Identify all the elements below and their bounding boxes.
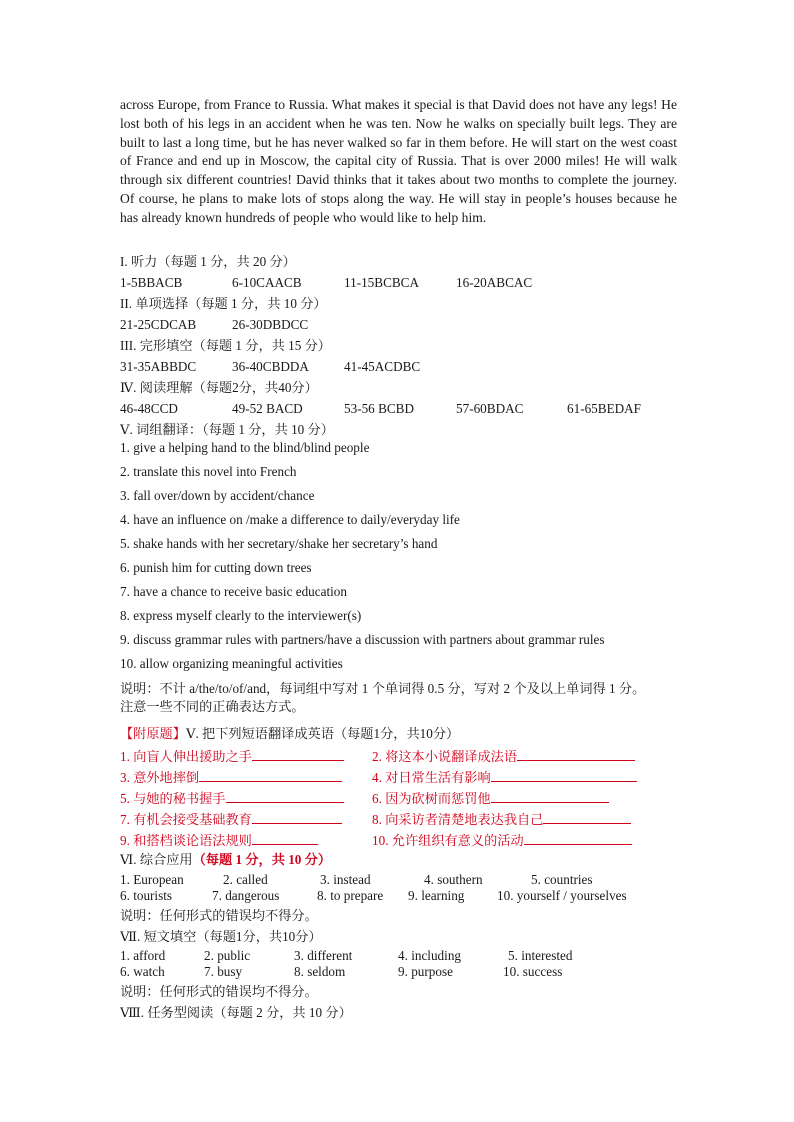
original-item: 10. 允许组织有意义的活动 bbox=[372, 832, 632, 849]
answer-group: 53-56 BCBD bbox=[344, 401, 414, 416]
answer-word: 6. tourists bbox=[120, 888, 173, 903]
original-tag: 【附原题】 bbox=[120, 726, 186, 741]
phrase-answer: 1. give a helping hand to the blind/blind people bbox=[120, 440, 370, 455]
answer-word: 1. afford bbox=[120, 948, 166, 963]
original-questions-heading bbox=[120, 726, 459, 742]
answer-group: 41-45ACDBC bbox=[344, 359, 421, 374]
section-3-heading: III. 完形填空（每题 1 分，共 15 分） bbox=[120, 338, 331, 353]
answer-group: 1-5BBACB bbox=[120, 275, 183, 290]
scoring-note: 说明：任何形式的错误均不得分。 bbox=[120, 908, 318, 923]
answer-word: 8. seldom bbox=[294, 964, 346, 979]
answer-word: 7. busy bbox=[204, 964, 243, 979]
answer-word: 4. southern bbox=[424, 872, 483, 887]
section-6-score: （每题 1 分，共 10 分） bbox=[192, 852, 332, 867]
answer-group: 26-30DBDCC bbox=[232, 317, 309, 332]
phrase-answer: 8. express myself clearly to the interviewer(s) bbox=[120, 608, 362, 623]
section-1-heading: I. 听力（每题 1 分，共 20 分） bbox=[120, 254, 296, 269]
phrase-answer: 6. punish him for cutting down trees bbox=[120, 560, 312, 575]
original-item: 4. 对日常生活有影响 bbox=[372, 769, 637, 786]
answer-word: 3. different bbox=[294, 948, 353, 963]
phrase-answer: 2. translate this novel into French bbox=[120, 464, 297, 479]
original-item: 2. 将这本小说翻译成法语 bbox=[372, 748, 635, 765]
original-item: 7. 有机会接受基础教育 bbox=[120, 811, 342, 828]
answer-group: 61-65BEDAF bbox=[567, 401, 641, 416]
original-item: 9. 和搭档谈论语法规则 bbox=[120, 832, 318, 849]
phrase-answer: 3. fall over/down by accident/chance bbox=[120, 488, 315, 503]
original-item: 8. 向采访者清楚地表达我自己 bbox=[372, 811, 631, 828]
answer-group: 36-40CBDDA bbox=[232, 359, 309, 374]
section-2-heading: II. 单项选择（每题 1 分，共 10 分） bbox=[120, 296, 327, 311]
answer-word: 8. to prepare bbox=[317, 888, 384, 903]
phrase-answer: 10. allow organizing meaningful activities bbox=[120, 656, 343, 671]
answer-word: 2. public bbox=[204, 948, 251, 963]
section-5-heading: Ⅴ. 词组翻译：（每题 1 分，共 10 分） bbox=[120, 422, 334, 437]
answer-word: 9. learning bbox=[408, 888, 465, 903]
answer-group: 21-25CDCAB bbox=[120, 317, 197, 332]
reading-passage: across Europe, from France to Russia. What makes it special is that David does not have any legs! He lost both of his legs in an accident when he was ten. Now he walks on specially built legs. They are built to last a long time, but he has never walked so far in them before. He will start on the west coast of France and end up in Moscow, the capital city of Russia. That is over 2000 miles! He will walk through six different countries! David thinks that it takes about two months to complete the journey. Of course, he plans to make lots of stops along the way. He will stay in people’s houses because he has already known hundreds of people who would like to help him. bbox=[120, 97, 677, 225]
answer-word: 10. success bbox=[503, 964, 563, 979]
original-item: 5. 与她的秘书握手 bbox=[120, 790, 344, 807]
answer-word: 4. including bbox=[398, 948, 462, 963]
original-item: 3. 意外地摔倒 bbox=[120, 769, 342, 786]
original-heading-text: Ⅴ. 把下列短语翻译成英语（每题1分，共10分） bbox=[185, 726, 460, 741]
answer-group: 6-10CAACB bbox=[232, 275, 302, 290]
section-8-heading: Ⅷ. 任务型阅读（每题 2 分，共 10 分） bbox=[120, 1005, 352, 1020]
original-item: 1. 向盲人伸出援助之手 bbox=[120, 748, 344, 765]
scoring-note: 说明：任何形式的错误均不得分。 bbox=[120, 984, 318, 999]
section-7-heading: Ⅶ. 短文填空（每题1分，共10分） bbox=[120, 929, 322, 944]
answer-group: 31-35ABBDC bbox=[120, 359, 197, 374]
answer-word: 3. instead bbox=[320, 872, 371, 887]
phrase-answer: 7. have a chance to receive basic education bbox=[120, 584, 347, 599]
scoring-note: 说明：不计 a/the/to/of/and，每词组中写对 1 个单词得 0.5 分，写对 2 个及以上单词得 1 分。 bbox=[120, 681, 646, 696]
answer-word: 5. interested bbox=[508, 948, 573, 963]
phrase-answer: 9. discuss grammar rules with partners/have a discussion with partners about grammar rules bbox=[120, 632, 605, 647]
answer-word: 5. countries bbox=[531, 872, 593, 887]
phrase-answer: 5. shake hands with her secretary/shake her secretary’s hand bbox=[120, 536, 438, 551]
answer-group: 46-48CCD bbox=[120, 401, 178, 416]
answer-group: 57-60BDAC bbox=[456, 401, 524, 416]
answer-word: 6. watch bbox=[120, 964, 165, 979]
scoring-note: 注意一些不同的正确表达方式。 bbox=[120, 699, 305, 714]
answer-group: 49-52 BACD bbox=[232, 401, 303, 416]
answer-word: 2. called bbox=[223, 872, 268, 887]
section-6-heading: Ⅵ. 综合应用（每题 1 分，共 10 分） bbox=[120, 852, 332, 867]
original-item: 6. 因为砍树而惩罚他 bbox=[372, 790, 609, 807]
answer-group: 11-15BCBCA bbox=[344, 275, 419, 290]
section-4-heading: Ⅳ. 阅读理解（每题2分，共40分） bbox=[120, 380, 318, 395]
answer-word: 9. purpose bbox=[398, 964, 453, 979]
answer-group: 16-20ABCAC bbox=[456, 275, 533, 290]
phrase-answer: 4. have an influence on /make a difference to daily/everyday life bbox=[120, 512, 460, 527]
answer-word: 7. dangerous bbox=[212, 888, 280, 903]
answer-word: 10. yourself / yourselves bbox=[497, 888, 627, 903]
answer-word: 1. European bbox=[120, 872, 184, 887]
